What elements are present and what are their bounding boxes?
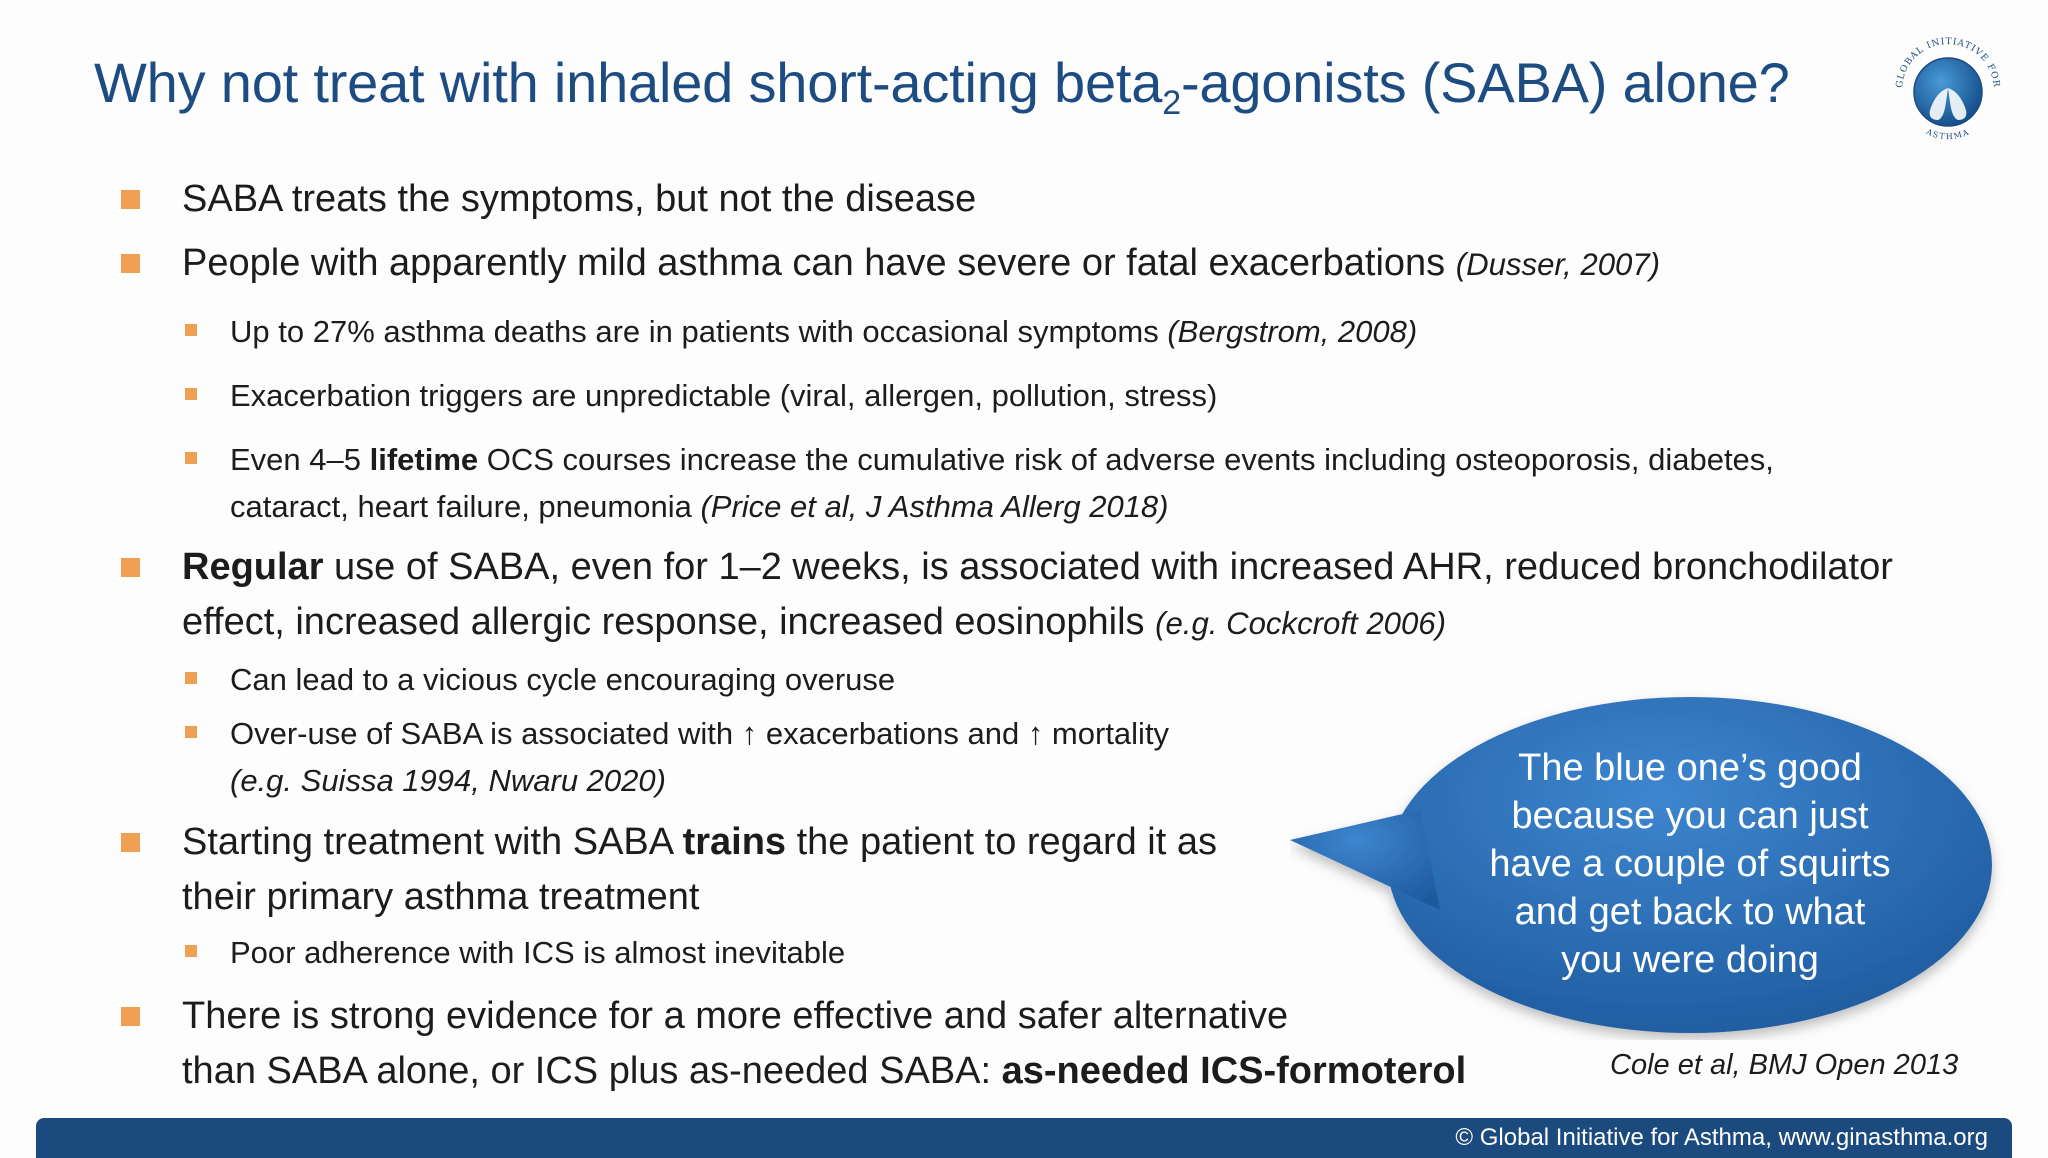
bubble-reference: Cole et al, BMJ Open 2013 [1610, 1049, 1959, 1081]
bullet-saba-symptoms: SABA treats the symptoms, but not the disease [182, 172, 976, 227]
sub-bullet-poor-adherence: Poor adherence with ICS is almost inevitable [230, 929, 845, 976]
bullet-mild-asthma: People with apparently mild asthma can have severe or fatal exacerbations (Dusser, 2007) [182, 236, 1660, 292]
sub-bullet-square [185, 324, 197, 336]
speech-bubble-text: The blue one’s good because you can just have a couple of squirts and get back to what you were doing [1489, 747, 1891, 981]
slide-title: Why not treat with inhaled short-acting beta$_2$-agonists (SABA) alone? [94, 51, 1790, 122]
sub-bullet-asthma-deaths: Up to 27% asthma deaths are in patients with occasional symptoms (Bergstrom, 2008) [230, 308, 1417, 355]
bullet-square [121, 558, 140, 577]
bullet-trains-patient: Starting treatment with SABA trains the patient to regard it as their primary asthma treatment [182, 815, 1217, 925]
logo-bottom-text: ASTHMA [1924, 127, 1972, 142]
up-arrow-icon: ↑ [1027, 716, 1044, 751]
bullet-strong-evidence: There is strong evidence for a more effective and safer alternative than SABA alone, or ICS plus as-needed SABA: as-needed ICS-formoterol [182, 989, 1466, 1099]
svg-text:ASTHMA [1924, 127, 1971, 142]
bullet-regular-saba: Regular use of SABA, even for 1–2 weeks, is associated with increased AHR, reduced bronchodilator effect, increased allergic response, increased eosinophils (e.g. Cockcroft 2006) [182, 540, 1893, 651]
footer-copyright: © Global Initiative for Asthma, www.ginasthma.org [1455, 1124, 1988, 1151]
footer-bar [36, 1118, 2012, 1158]
sub-bullet-square [185, 945, 197, 957]
up-arrow-icon: ↑ [741, 716, 758, 751]
bullet-square [121, 833, 140, 852]
sub-bullet-square [185, 726, 197, 738]
gina-logo-icon [1888, 30, 2008, 150]
logo-top-text: GLOBAL INITIATIVE FOR [1894, 36, 2002, 89]
sub-bullet-ocs-courses: Even 4–5 lifetime OCS courses increase the cumulative risk of adverse events including osteoporosis, diabetes, cataract, heart failure, pneumonia (Price et al, J Asthma Allerg 2018) [230, 436, 1774, 530]
sub-bullet-square [185, 388, 197, 400]
sub-bullet-vicious-cycle: Can lead to a vicious cycle encouraging overuse [230, 656, 895, 703]
bullet-square [121, 254, 140, 273]
sub-bullet-triggers: Exacerbation triggers are unpredictable (viral, allergen, pollution, stress) [230, 372, 1217, 419]
bullet-square [121, 1007, 140, 1026]
sub-bullet-square [185, 672, 197, 684]
bullet-square [121, 190, 140, 209]
sub-bullet-overuse: Over-use of SABA is associated with ↑ exacerbations and ↑ mortality (e.g. Suissa 1994, Nwaru 2020) [230, 710, 1169, 804]
sub-bullet-square [185, 452, 197, 464]
